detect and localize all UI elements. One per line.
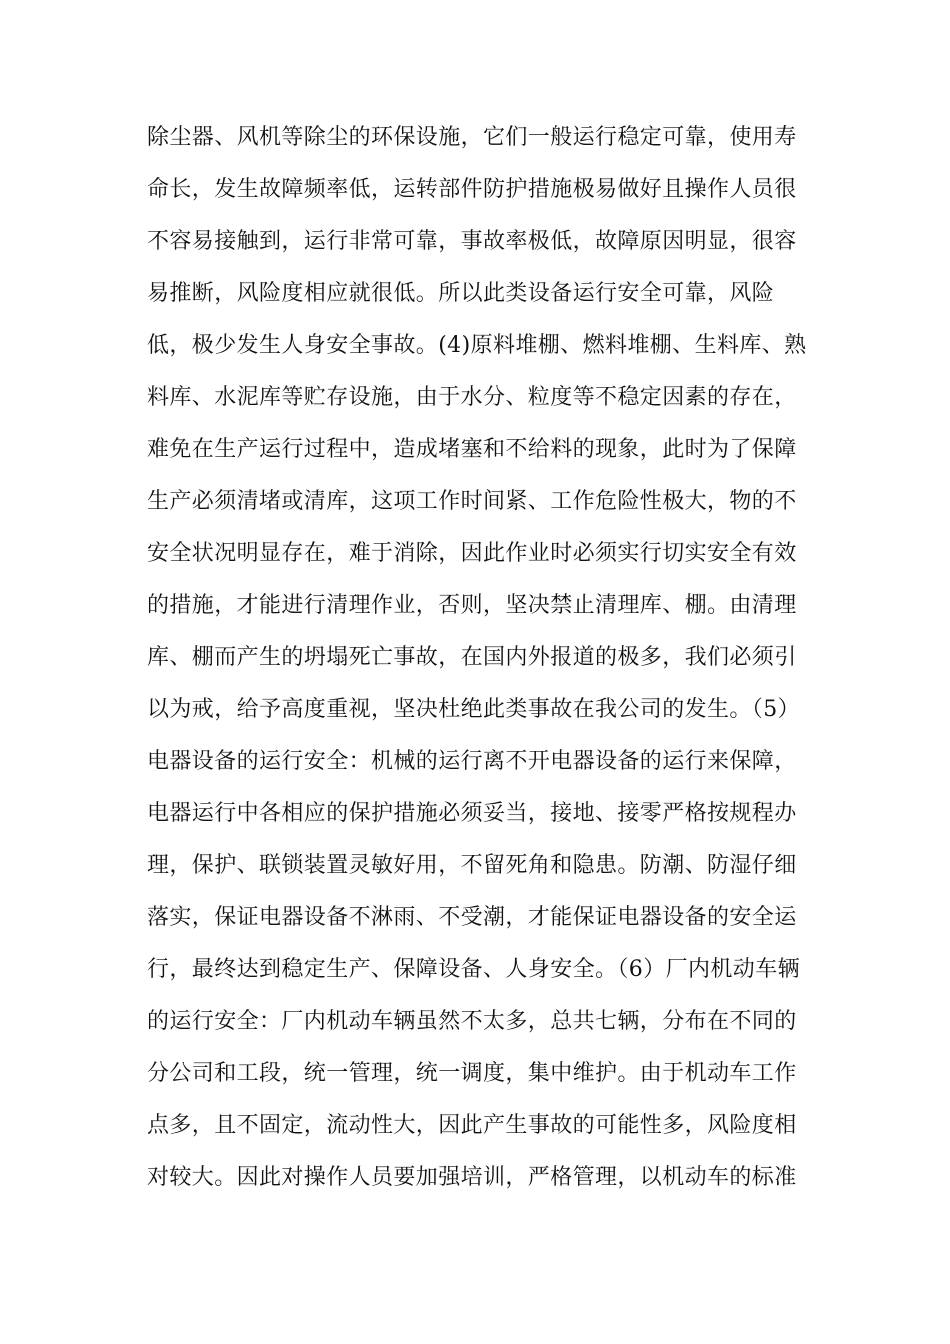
text-line: 电器设备的运行安全：机械的运行离不开电器设备的运行来保障，	[147, 749, 797, 774]
text-line: 安全状况明显存在，难于消除，因此作业时必须实行切实安全有效	[147, 541, 797, 566]
text-line: 点多，且不固定，流动性大，因此产生事故的可能性多，风险度相	[147, 1113, 797, 1138]
text-line: 难免在生产运行过程中，造成堵塞和不给料的现象，此时为了保障	[147, 437, 797, 462]
text-line: 命长，发生故障频率低，运转部件防护措施极易做好且操作人员很	[147, 177, 797, 202]
text-line: 不容易接触到，运行非常可靠，事故率极低，故障原因明显，很容	[147, 229, 797, 254]
text-line: 库、棚而产生的坍塌死亡事故，在国内外报道的极多，我们必须引	[147, 645, 797, 670]
text-line: 生产必须清堵或清库，这项工作时间紧、工作危险性极大，物的不	[147, 489, 797, 514]
text-line: 的运行安全：厂内机动车辆虽然不太多，总共七辆，分布在不同的	[147, 1009, 797, 1034]
text-line: 以为戒，给予高度重视，坚决杜绝此类事故在我公司的发生。（5）	[147, 697, 800, 722]
text-line: 行，最终达到稳定生产、保障设备、人身安全。（6）厂内机动车辆	[147, 957, 800, 982]
text-line: 除尘器、风机等除尘的环保设施，它们一般运行稳定可靠，使用寿	[147, 125, 797, 150]
text-line: 理，保护、联锁装置灵敏好用，不留死角和隐患。防潮、防湿仔细	[147, 853, 797, 878]
text-line: 对较大。因此对操作人员要加强培训，严格管理，以机动车的标准	[147, 1165, 797, 1190]
text-line: 的措施，才能进行清理作业，否则，坚决禁止清理库、棚。由清理	[147, 593, 797, 618]
text-line: 分公司和工段，统一管理，统一调度，集中维护。由于机动车工作	[147, 1061, 797, 1086]
text-line: 低，极少发生人身安全事故。(4)原料堆棚、燃料堆棚、生料库、熟	[147, 333, 807, 358]
body-text	[147, 116, 827, 1208]
text-line: 电器运行中各相应的保护措施必须妥当，接地、接零严格按规程办	[147, 801, 797, 826]
text-line: 料库、水泥库等贮存设施，由于水分、粒度等不稳定因素的存在，	[147, 385, 797, 410]
text-line: 落实，保证电器设备不淋雨、不受潮，才能保证电器设备的安全运	[147, 905, 797, 930]
text-line: 易推断，风险度相应就很低。所以此类设备运行安全可靠，风险	[147, 281, 775, 306]
